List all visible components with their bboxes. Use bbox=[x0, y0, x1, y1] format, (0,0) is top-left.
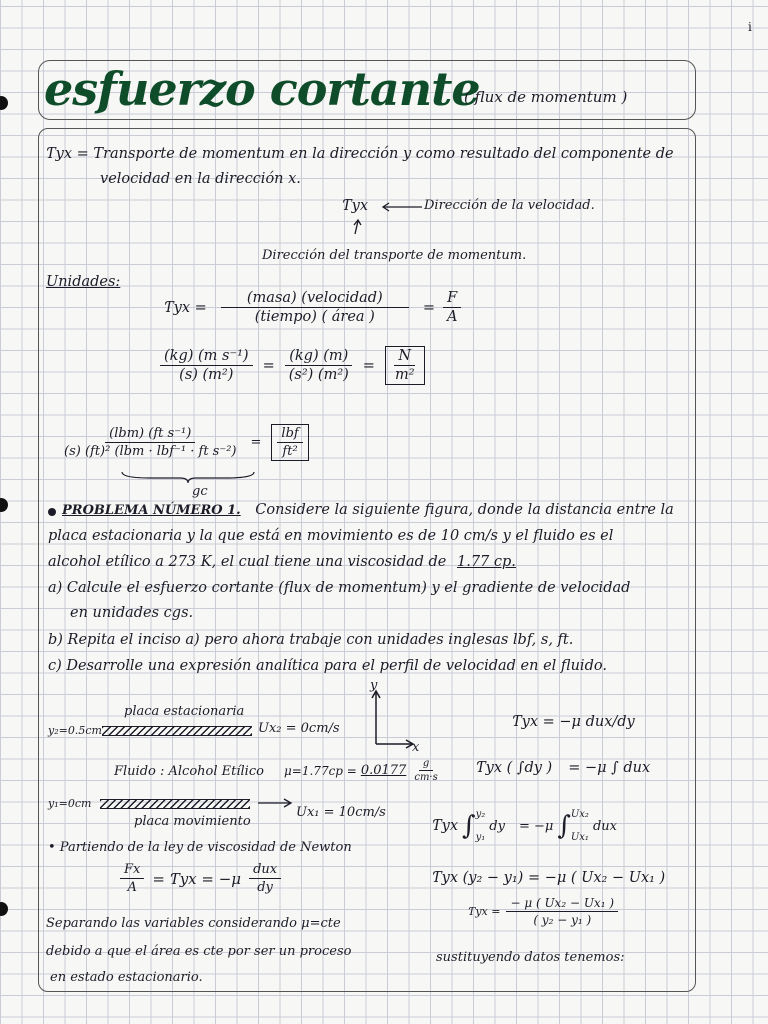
eq5-denominator: ( y₂ − y₁ ) bbox=[533, 913, 592, 927]
stationary-plate-label: placa estacionaria bbox=[124, 704, 245, 719]
ux2-label: Ux₂ = 0cm/s bbox=[258, 721, 340, 736]
problem-line-3 bbox=[48, 554, 516, 570]
brace-icon bbox=[120, 470, 256, 484]
formula-fraction bbox=[215, 290, 415, 325]
newton-law-line: • Partiendo de la ley de viscosidad de Newton bbox=[48, 840, 352, 855]
mu-label: μ=1.77cp = bbox=[284, 763, 357, 778]
separation-line-1: Separando las variables considerando μ=cte bbox=[46, 916, 341, 931]
separation-line-2: debido a que el área es cte por ser un proceso bbox=[46, 944, 352, 959]
moving-plate-label: placa movimiento bbox=[134, 814, 251, 829]
eq2-lhs: Ƭyx ( ∫dy ) bbox=[476, 760, 553, 776]
y2-label: y₂=0.5cm bbox=[48, 724, 102, 737]
si-mid-denominator: (s²) (m²) bbox=[288, 367, 349, 383]
dy-symbol: dy bbox=[257, 880, 273, 895]
binder-hole-icon bbox=[0, 96, 8, 110]
viscosity-value: 1.77 cp. bbox=[457, 554, 516, 570]
si-numerator: (kg) (m s⁻¹) bbox=[160, 348, 253, 366]
arrow-up-icon bbox=[350, 218, 364, 236]
english-result-denominator: ft² bbox=[282, 444, 298, 459]
velocity-gradient bbox=[249, 862, 281, 895]
eq5-numerator: − μ ( Ux₂ − Ux₁ ) bbox=[506, 896, 618, 912]
formula-equals: = bbox=[422, 299, 435, 316]
formula-lhs: Ƭyx = bbox=[164, 299, 207, 316]
integral-sign-icon: ∫ bbox=[462, 811, 476, 841]
binder-hole-icon bbox=[0, 902, 8, 916]
eq3-mid: = −μ bbox=[518, 818, 554, 834]
question-a-line-2: en unidades cgs. bbox=[70, 605, 194, 621]
english-units-row bbox=[60, 424, 309, 461]
si-fraction bbox=[160, 348, 253, 383]
eq3-upper-limit-y: y₂ bbox=[475, 809, 486, 820]
formula-denominator: (tiempo) ( área ) bbox=[254, 309, 375, 325]
equals-sign: = bbox=[250, 435, 262, 450]
page-subtitle: ( flux de momentum ) bbox=[464, 88, 628, 106]
question-a-line-1: a) Calcule el esfuerzo cortante (flux de momentum) y el gradiente de velocidad bbox=[48, 580, 631, 596]
english-result-box bbox=[271, 424, 308, 461]
eq3-dux: dux bbox=[592, 818, 617, 834]
axis-x-label: x bbox=[412, 740, 420, 755]
area-symbol: A bbox=[446, 309, 458, 325]
mu-unit-den: cm·s bbox=[414, 772, 438, 783]
moving-plate bbox=[100, 799, 250, 809]
equals-sign: = bbox=[262, 357, 275, 374]
units-formula bbox=[164, 290, 461, 325]
force-area-fraction bbox=[443, 290, 461, 325]
problem-heading: PROBLEMA NÚMERO 1. bbox=[62, 503, 241, 518]
derivation-eq-4: Ƭyx (y₂ − y₁) = −μ ( Ux₂ − Ux₁ ) bbox=[432, 870, 666, 886]
gc-label: gc bbox=[192, 484, 208, 499]
mu-unit bbox=[410, 758, 441, 783]
viscosity-conversion bbox=[284, 758, 442, 783]
si-units-row bbox=[160, 346, 425, 385]
dux-symbol: dux bbox=[249, 862, 281, 879]
velocity-direction-label: Dirección de la velocidad. bbox=[424, 198, 595, 213]
corner-mark: i bbox=[748, 20, 752, 34]
derivation-eq-3 bbox=[432, 808, 617, 844]
formula-numerator: (masa) (velocidad) bbox=[221, 290, 409, 308]
english-result-numerator: lbf bbox=[277, 426, 302, 443]
newton-equation bbox=[120, 862, 281, 895]
axis-y-label: y bbox=[370, 678, 378, 693]
eq3-lower-limit-y: y₁ bbox=[475, 832, 486, 843]
definition-line-1: Ƭyx = Transporte de momentum en la dirección y como resultado del componente de bbox=[46, 146, 674, 162]
derivation-eq-5 bbox=[468, 896, 618, 927]
eq3-right-limits bbox=[571, 808, 589, 844]
diagram-symbol: Ƭyx bbox=[342, 198, 369, 214]
newton-mid: = Ƭyx = −μ bbox=[152, 869, 242, 888]
english-fraction bbox=[60, 426, 241, 459]
si-result-numerator: N bbox=[394, 348, 415, 366]
english-numerator: (lbm) (ft s⁻¹) bbox=[105, 426, 195, 443]
si-mid-fraction bbox=[285, 348, 353, 383]
eq3-dy: dy bbox=[489, 818, 505, 834]
problem-line-2: placa estacionaria y la que está en movimiento es de 10 cm/s y el fluido es el bbox=[48, 528, 614, 544]
eq3-lower-limit-ux: Ux₁ bbox=[570, 832, 589, 843]
eq5-lhs: Ƭyx = bbox=[468, 905, 501, 918]
derivation-eq-1: Ƭyx = −μ dux/dy bbox=[512, 714, 635, 730]
stationary-plate bbox=[102, 726, 252, 736]
binder-hole-icon bbox=[0, 498, 8, 512]
mu-value: 0.0177 bbox=[360, 763, 407, 778]
question-c: c) Desarrolle una expresión analítica para el perfil de velocidad en el fluido. bbox=[48, 658, 607, 674]
equals-sign: = bbox=[362, 357, 375, 374]
arrow-left-icon bbox=[380, 200, 424, 214]
force-symbol: F bbox=[443, 290, 461, 308]
eq3-left-limits bbox=[476, 808, 486, 844]
fluid-label: Fluido : Alcohol Etílico bbox=[114, 764, 264, 779]
si-mid-numerator: (kg) (m) bbox=[285, 348, 352, 366]
force-over-area bbox=[120, 862, 144, 895]
transport-direction-label: Dirección del transporte de momentum. bbox=[262, 248, 527, 263]
si-denominator: (s) (m²) bbox=[179, 367, 234, 383]
definition-line-2: velocidad en la dirección x. bbox=[100, 171, 301, 187]
integral-sign-icon: ∫ bbox=[557, 811, 571, 841]
si-result-box bbox=[385, 346, 425, 385]
si-result-denominator: m² bbox=[394, 367, 415, 383]
problem-line-3-text: alcohol etílico a 273 K, el cual tiene una viscosidad de bbox=[48, 554, 447, 570]
derivation-eq-2 bbox=[476, 760, 650, 776]
ux1-label: Ux₁ = 10cm/s bbox=[296, 805, 386, 820]
fx-symbol: Fx bbox=[120, 862, 144, 879]
problem-line-1-rest: Considere la siguiente figura, donde la distancia entre la bbox=[255, 502, 674, 518]
question-b: b) Repita el inciso a) pero ahora trabaje con unidades inglesas lbf, s, ft. bbox=[48, 632, 574, 648]
a-symbol: A bbox=[127, 880, 137, 895]
eq3-upper-limit-ux: Ux₂ bbox=[570, 809, 589, 820]
mu-unit-num: g bbox=[419, 758, 433, 771]
substitution-line: sustituyendo datos tenemos: bbox=[436, 950, 625, 965]
eq2-rhs: = −μ ∫ dux bbox=[568, 760, 651, 776]
units-heading: Unidades: bbox=[46, 274, 121, 290]
eq3-lhs: Ƭyx bbox=[432, 818, 459, 834]
separation-line-3: en estado estacionario. bbox=[50, 970, 203, 985]
problem-line-1 bbox=[62, 502, 674, 518]
eq5-fraction bbox=[506, 896, 618, 927]
y1-label: y₁=0cm bbox=[48, 797, 92, 810]
english-denominator: (s) (ft)² (lbm · lbf⁻¹ · ft s⁻²) bbox=[64, 444, 237, 459]
page-title: esfuerzo cortante bbox=[44, 62, 480, 116]
arrow-right-icon bbox=[256, 796, 294, 810]
bullet-icon bbox=[48, 508, 56, 516]
